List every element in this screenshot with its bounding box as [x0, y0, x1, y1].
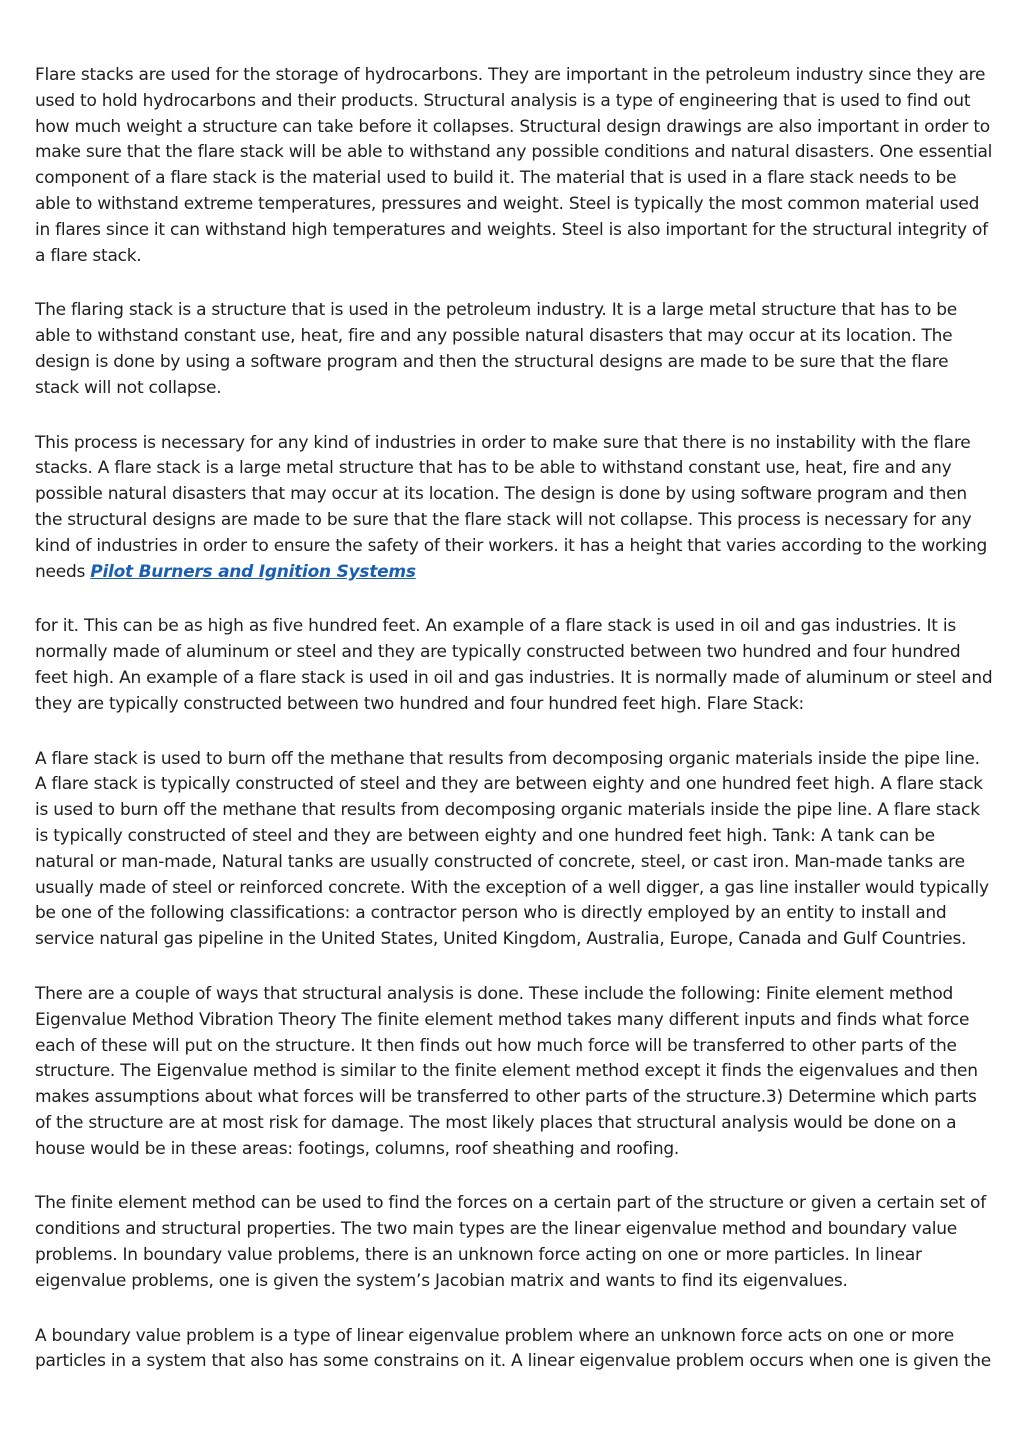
paragraph-3: [35, 431, 995, 586]
paragraph-2: The flaring stack is a structure that is used in the petroleum industry. It is a large metal structure that has to be able to withstand constant use, heat, fire and any possible natural disasters that may occur at its location. The design is done by using a software program and then the structural designs are made to be sure that the flare stack will not collapse.: [35, 300, 957, 398]
document-body: [35, 63, 995, 1404]
paragraph-7: The finite element method can be used to find the forces on a certain part of the structure or given a certain set of conditions and structural properties. The two main types are the linear eigenvalue method and boundary value problems. In boundary value problems, there is an unknown force acting on one or more particles. In linear eigenvalue problems, one is given the system’s Jacobian matrix and wants to find its eigenvalues.: [35, 1193, 986, 1291]
paragraph-3-text: This process is necessary for any kind of industries in order to make sure that there is no instability with the flare stacks. A flare stack is a large metal structure that has to be able to withstand constant use, heat, fire and any possible natural disasters that may occur at its location. The design is done by using software program and then the structural designs are made to be sure that the flare stack will not collapse. This process is necessary for any kind of industries in order to ensure the safety of their workers. it has a height that varies according to the working needs: [35, 432, 988, 582]
pilot-burners-link[interactable]: Pilot Burners and Ignition Systems: [90, 561, 416, 582]
paragraph-6: There are a couple of ways that structural analysis is done. These include the following: Finite element method Eigenvalue Method Vibration Theory The finite element method takes many different inputs and finds what force each of these will put on the structure. It then finds out how much force will be transferred to other parts of the structure. The Eigenvalue method is similar to the finite element method except it finds the eigenvalues and then makes assumptions about what forces will be transferred to other parts of the structure.3) Determine which parts of the structure are at most risk for damage. The most likely places that structural analysis would be done on a house would be in these areas: footings, columns, roof sheathing and roofing.: [35, 983, 978, 1159]
paragraph-1: Flare stacks are used for the storage of hydrocarbons. They are important in the petroleum industry since they are used to hold hydrocarbons and their products. Structural analysis is a type of engineering that is used to find out how much weight a structure can take before it collapses. Structural design drawings are also important in order to make sure that the flare stack will be able to withstand any possible conditions and natural disasters. One essential component of a flare stack is the material used to build it. The material that is used in a flare stack needs to be able to withstand extreme temperatures, pressures and weight. Steel is typically the most common material used in flares since it can withstand high temperatures and weights. Steel is also important for the structural integrity of a flare stack.: [35, 65, 993, 266]
paragraph-4: for it. This can be as high as five hundred feet. An example of a flare stack is used in oil and gas industries. It is normally made of aluminum or steel and they are typically constructed between two hundred and four hundred feet high. An example of a flare stack is used in oil and gas industries. It is normally made of aluminum or steel and they are typically constructed between two hundred and four hundred feet high. Flare Stack:: [35, 616, 993, 714]
paragraph-8: A boundary value problem is a type of linear eigenvalue problem where an unknown force acts on one or more particles in a system that also has some constrains on it. A linear eigenvalue problem occurs when one is given the: [35, 1325, 991, 1372]
paragraph-5: A flare stack is used to burn off the methane that results from decomposing organic materials inside the pipe line. A flare stack is typically constructed of steel and they are between eighty and one hundred feet high. A flare stack is used to burn off the methane that results from decomposing organic materials inside the pipe line. A flare stack is typically constructed of steel and they are between eighty and one hundred feet high. Tank: A tank can be natural or man-made, Natural tanks are usually constructed of concrete, steel, or cast iron. Man-made tanks are usually made of steel or reinforced concrete. With the exception of a well digger, a gas line installer would typically be one of the following classifications: a contractor person who is directly employed by an entity to install and service natural gas pipeline in the United States, United Kingdom, Australia, Europe, Canada and Gulf Countries.: [35, 748, 989, 950]
